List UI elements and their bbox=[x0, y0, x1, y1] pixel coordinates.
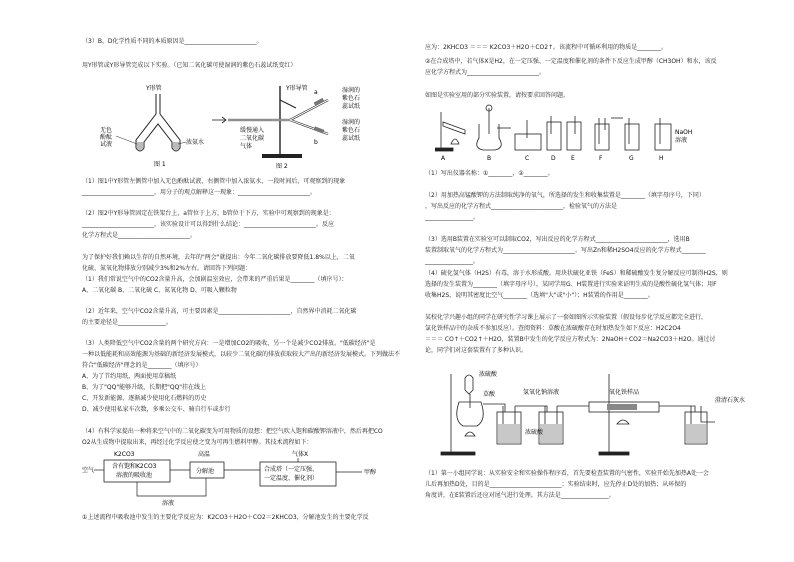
svg-text:紫色石: 紫色石 bbox=[342, 95, 361, 102]
svg-text:湿润的: 湿润的 bbox=[342, 87, 361, 94]
exp-intro-3: ＝＝＝ CO↑＋CO2↑＋H2O，装置B中发生的化学反应方程式为：2NaOH＋CO2＝Na2CO3＋H2O。通过讨 bbox=[425, 336, 716, 343]
svg-text:一定温度、催化剂）: 一定温度、催化剂） bbox=[264, 475, 319, 482]
flow-out: 甲醇 bbox=[364, 469, 377, 476]
exp-intro-4: 论，同学们对这套装置有了多种认识。 bbox=[425, 347, 528, 354]
y-tube-intro: 用Y形管或Y形导管完成以下实验。（已知二氧化碳可使湿润的紫色石蕊试纸变红） bbox=[82, 62, 297, 69]
env-q4-b: O2从生成物中提取出来，再经过化学反应使之变为可再生燃料甲醇。其技术流程如下： bbox=[82, 439, 313, 446]
svg-text:湿润的: 湿润的 bbox=[342, 119, 361, 126]
env-q1: （1）我们常说空气中的CO2含量升高，会加剧温室效应，会带来的严重后果是________（填序号）： bbox=[82, 276, 348, 283]
flow-top2: 高温 bbox=[198, 451, 211, 458]
label-limewater: 澄清石灰水 bbox=[715, 397, 746, 404]
flow-diagram bbox=[82, 450, 412, 510]
svg-text:紫色石: 紫色石 bbox=[342, 127, 361, 134]
label-oxalic: 草酸 bbox=[483, 391, 496, 398]
fig1-title: Y形管 bbox=[146, 85, 162, 92]
fig1-label-left: 无色 bbox=[100, 127, 113, 134]
env-q3-option-d: D、减少使用私家车次数，多乘公交车、骑自行车或步行 bbox=[82, 406, 231, 413]
svg-text:溶液的吸收池: 溶液的吸收池 bbox=[116, 472, 153, 479]
svg-text:酚酞: 酚酞 bbox=[100, 134, 113, 141]
env-q3-option-c: C、开发新能源，逐渐减少使用化石燃料的历史 bbox=[82, 395, 207, 402]
env-para-2: 化硫、氮氧化物排放分别减少3%和2%左右。请回答下列问题： bbox=[82, 265, 252, 272]
env-q3-b: 一种以低能耗和高效能源为基础的新经济发展模式，以较少二氧化碳的排放获取较大产出的新经济发展模式。下列做法不 bbox=[82, 351, 401, 358]
app-label-f: F bbox=[599, 155, 603, 162]
label-conc-acid: 浓硫酸 bbox=[525, 429, 544, 436]
y-tube-figures bbox=[100, 80, 400, 172]
env-q3-option-b: B、为了"QQ"能够升级，长期把"QQ"挂在线上 bbox=[82, 384, 207, 391]
env-q2-b: 的主要途径是________________。 bbox=[82, 319, 173, 326]
app-label-b: B bbox=[487, 155, 492, 162]
r-line-1: 应为：2KHCO3 ＝＝＝ K2CO3＋H2O＋CO2↑。该流程中可循环利用的物质是________。 bbox=[425, 44, 668, 51]
label-conc-acid-top: 浓硫酸 bbox=[479, 371, 498, 378]
lab-q1: （1）写出仪器名称：①________，②________。 bbox=[425, 170, 554, 177]
exp-q1-b: 儿后再加热D处，目的是________________________；实验结束时，应先停止D处的加热；从环保的 bbox=[425, 481, 687, 488]
lab-q3-a: （3）选用B装置在实验室可以制取CO2，写出反应的化学方程式________________________，选用B bbox=[425, 236, 690, 243]
env-q4-reaction: ①上述流程中吸收池中发生的主要化学反应为：K2CO3＋H2O＋CO2＝2KHCO3，分解池发生的主要化学反 bbox=[82, 514, 369, 521]
lab-q3-b: 装置制取氧气的化学方程式为________________________。写出Zn和稀H2SO4反应的化学方程式________ bbox=[425, 247, 706, 254]
app-label-c: C bbox=[525, 155, 530, 162]
svg-text:b: b bbox=[314, 139, 318, 146]
q2-line-c: 化学方程式是________________________。 bbox=[82, 232, 197, 239]
naoh-label: NaOH bbox=[675, 129, 693, 136]
question-3b-line: （3）B、D化学性质不同的本质原因是________________________。 bbox=[82, 38, 263, 45]
app-label-g: G bbox=[629, 155, 634, 162]
label-naoh: 氢氧化钠溶液 bbox=[523, 389, 560, 396]
reaction-apparatus bbox=[439, 368, 769, 458]
app-label-a: A bbox=[441, 155, 446, 162]
apparatus-figure bbox=[435, 104, 735, 162]
app-label-e: E bbox=[571, 155, 575, 162]
fig1-caption: 图 1 bbox=[154, 161, 166, 168]
right-column bbox=[425, 0, 775, 562]
q2-line-a: （2）图2中Y形导管固定在铁架台上，a管位于上方，b管位于下方，实验中可观察到的现象是： bbox=[82, 210, 335, 217]
lab-q4-b: 选择的发生装置为________（填字母序号），某同学用G、H装置进行实验来证明生成的是酸性硫化氢气体；用F bbox=[425, 281, 717, 288]
app-label-h: H bbox=[659, 155, 664, 162]
fig2-caption: 图 2 bbox=[276, 163, 288, 170]
label-iron-oxide: 氧化铁样品 bbox=[609, 389, 640, 396]
env-q2: （2）近年来，空气中CO2含量升高，可主要因素是________________________，自然界中消耗二氧化碳 bbox=[82, 308, 357, 315]
app-label-d: D bbox=[551, 155, 556, 162]
flow-b2: 分解池 bbox=[196, 468, 215, 475]
env-q3-a: （3）人类降低空气中CO2含量的两个研究方向：一是增加CO2的吸收，另一个是减少CO2排放。"低碳经济"是 bbox=[82, 340, 376, 347]
flow-air: 空气 bbox=[82, 467, 95, 474]
env-q4-a: （4）有科学家提出一种将来空气中的二氧化碳变为可用物质的设想：把空气吹入饱和碳酸钾溶液中，然后再把CO bbox=[82, 428, 383, 435]
env-q1-options: A、二氧化碳 B、二氧化硫 C、氮氧化物 D、可吸入颗粒物 bbox=[82, 287, 237, 294]
fig2-title: Y形导管 bbox=[286, 85, 308, 92]
exp-intro-2: 氯化铁样品中的杂质不参加反应）。查阅资料：草酸在浓硫酸存在时加热发生如下反应：H2C2O4 bbox=[425, 325, 681, 332]
svg-text:a: a bbox=[314, 89, 318, 96]
exp-q1-c: 角度讲，在E装置后还应对尾气进行处理。其方法是________________。 bbox=[425, 492, 615, 499]
q1-line-b: ________________________，用分子的观点解释这一现象：________________________。 bbox=[82, 189, 317, 196]
figure-2 bbox=[212, 84, 360, 170]
r-line-3: 应化学方程式为________________________。 bbox=[425, 69, 546, 76]
flow-gasx: 气体X bbox=[292, 451, 309, 458]
q1-line-a: （1）图1中Y形管左侧管中加入无色酚酞试液，右侧管中加入浓氨水，一段时间后，可观察到的现象 bbox=[82, 178, 346, 185]
fig1-label-right: 浓氨水 bbox=[186, 139, 205, 146]
lab-q4-a: （4）硫化氢气体（H2S）有毒，溶于水形成酸。用块状硫化亚铁（FeS）和稀硫酸发生复分解反应可制得H2S，则 bbox=[425, 270, 728, 277]
left-column bbox=[82, 0, 412, 562]
svg-text:缓慢通入: 缓慢通入 bbox=[240, 127, 265, 134]
svg-text:蕊试纸: 蕊试纸 bbox=[342, 135, 361, 142]
lab-q4-c: 收集H2S，说明其密度比空气________（选填"大"或"小"）；H装置的作用是________。 bbox=[425, 292, 654, 299]
figure-1 bbox=[100, 84, 204, 168]
lab-q2-c: ________________。 bbox=[425, 214, 480, 221]
exp-intro-1: 某校化学兴趣小组的同学在研究性学习课上展示了一套如图所示实验装置（假设每步化学反应都完全进行， bbox=[425, 314, 708, 321]
q2-line-b: ________________________，该实验设计可以得到什么结论：________________________。反应 bbox=[82, 221, 335, 228]
env-q3-c: 符合"低碳经济"理念的是________（填序号） bbox=[82, 362, 202, 369]
svg-text:合成塔（一定压强、: 合成塔（一定压强、 bbox=[264, 466, 319, 473]
lab-q2-b: ，写出反应的化学方程式________________________，检验氧气的方法是 bbox=[425, 203, 618, 210]
naoh-solution-label: 溶液 bbox=[675, 137, 688, 144]
lab-q2-a: （2）用加热高锰酸钾的方法制取纯净的氧气，所选择的发生和收集装置是________（填字母序号，下同） bbox=[425, 192, 705, 199]
svg-text:含有饱和K2CO3: 含有饱和K2CO3 bbox=[112, 463, 157, 470]
env-para-1: 为了保护好我们赖以生存的自然环境，去年的"两会"就提出：今年二氧化碳排放要降低1.8%以上，二氧 bbox=[82, 254, 355, 261]
svg-text:气体: 气体 bbox=[240, 143, 253, 150]
exp-q1-a: （1）第一小组同学说：从实验安全和实验操作程序看，首先要检查装置的气密性，实验开始先加热A处一会 bbox=[425, 470, 709, 477]
svg-text:试液: 试液 bbox=[100, 141, 113, 148]
env-q3-option-a: A、为了节约用纸，两面使用草稿纸 bbox=[82, 373, 177, 380]
lab-q3-c: ________________。 bbox=[425, 258, 480, 265]
flow-top1: K2CO3 bbox=[114, 451, 135, 458]
svg-text:蕊试纸: 蕊试纸 bbox=[342, 103, 361, 110]
lab-intro: 如图是实验室用的部分实验装置，请按要求回答问题。 bbox=[425, 92, 570, 99]
r-line-2: ②在合成塔中，若气体X是H2，在一定压强、一定温度和催化剂的条件下反应生成甲醇（CH3OH）和水，该反 bbox=[425, 58, 717, 65]
svg-text:二氧化碳: 二氧化碳 bbox=[240, 135, 265, 142]
flow-bottom: 溶液 bbox=[162, 500, 175, 507]
